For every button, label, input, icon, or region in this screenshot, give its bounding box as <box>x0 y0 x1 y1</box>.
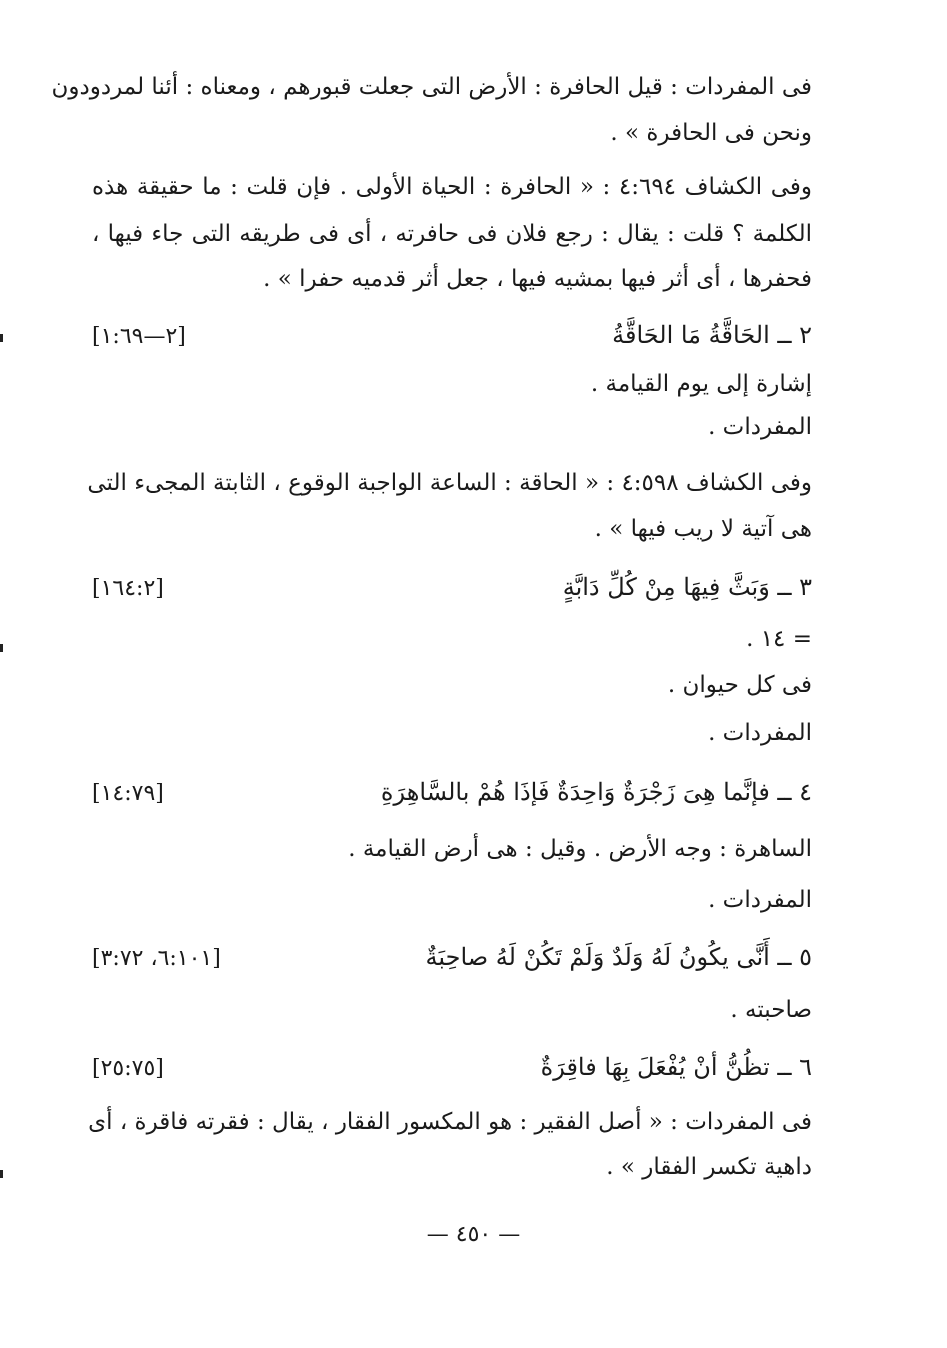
text-line: فى كل حيوان . <box>667 672 812 698</box>
verse-3: ٣ ــ وَبَثَّ فِيهَا مِنْ كُلِّ دَابَّةٍ <box>562 573 812 601</box>
text-line: المفردات . <box>708 414 812 440</box>
text-line: المفردات . <box>708 720 812 746</box>
text-line: فى المفردات : قيل الحافرة : الأرض التى جعلت قبورهم ، ومعناه : أئنا لمردودون <box>51 74 812 100</box>
verse-4-reference: [١٤:٧٩] <box>92 781 164 806</box>
text-line: إشارة إلى يوم القيامة . <box>590 371 812 397</box>
text-line: = ١٤ . <box>746 626 812 652</box>
verse-5: ٥ ــ أَنَّى يكُونُ لَهُ وَلَدٌ وَلَمْ تَكُنْ لَهُ صاحِبَةٌ <box>425 943 812 971</box>
verse-4: ٤ ــ فإنَّما هِىَ زَجْرَةٌ وَاحِدَةٌ فَإذَا هُمْ بالسَّاهِرَةِ <box>380 778 812 806</box>
text-line: الساهرة : وجه الأرض . وقيل : هى أرض القيامة . <box>348 836 812 862</box>
text-line: صاحبته . <box>730 997 812 1023</box>
text-line: وفى الكشاف ٤:٥٩٨ : « الحاقة : الساعة الواجبة الوقوع ، الثابتة المجىء التى <box>87 470 812 496</box>
text-line: فحفرها ، أى أثر فيها بمشيه فيها ، جعل أثر قدميه حفرا » . <box>263 266 812 292</box>
verse-3-reference: [١٦٤:٢] <box>92 576 164 601</box>
scan-mark <box>0 334 3 342</box>
page-number: — ٤٥٠ — <box>426 1222 521 1247</box>
text-line: وفى الكشاف ٤:٦٩٤ : « الحافرة : الحياة الأولى . فإن قلت : ما حقيقة هذه <box>92 174 812 200</box>
verse-6-reference: [٢٥:٧٥] <box>92 1056 164 1081</box>
verse-6: ٦ ــ تظُنُّ أنْ يُفْعَلَ بِهَا فاقِرَةٌ <box>540 1053 812 1081</box>
text-line: المفردات . <box>708 887 812 913</box>
scan-mark <box>0 1170 3 1178</box>
text-line: فى المفردات : « أصل الفقير : هو المكسور الفقار ، يقال : فقرته فاقرة ، أى <box>88 1109 812 1135</box>
verse-2: ٢ ــ الحَاقَّةُ مَا الحَاقَّةُ <box>612 321 812 349</box>
scan-mark <box>0 644 3 652</box>
verse-2-reference: [٢—١:٦٩] <box>92 324 186 349</box>
text-line: ونحن فى الحافرة » . <box>610 120 812 146</box>
verse-5-reference: [٦:١٠١، ٣:٧٢] <box>92 946 221 971</box>
text-line: داهية تكسر الفقار » . <box>606 1154 812 1180</box>
text-line: الكلمة ؟ قلت : يقال : رجع فلان فى حافرته ، أى فى طريقه التى جاء فيها ، <box>92 221 812 247</box>
text-line: هى آتية لا ريب فيها » . <box>594 516 812 542</box>
